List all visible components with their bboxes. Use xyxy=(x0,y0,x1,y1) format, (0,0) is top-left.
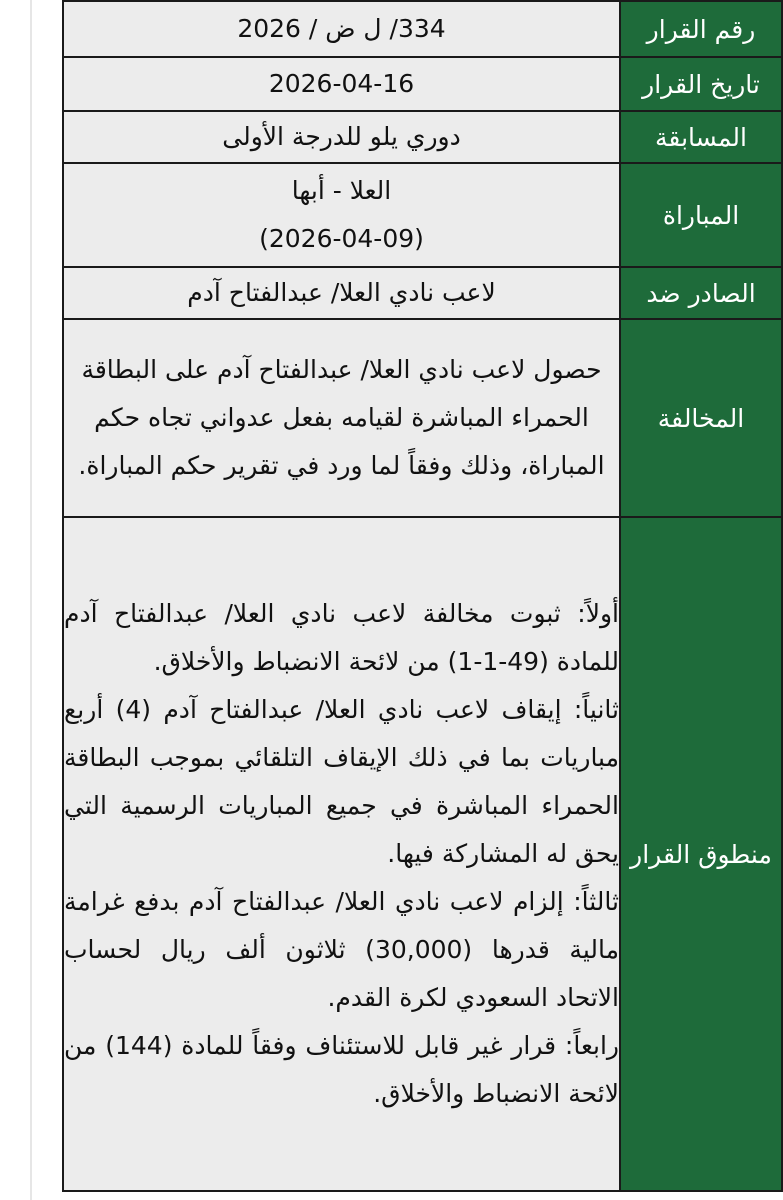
decision-table xyxy=(62,0,783,1192)
row-ruling xyxy=(63,517,782,1191)
label-match: المباراة xyxy=(620,163,782,267)
match-teams: العلا - أبها xyxy=(291,176,392,205)
margin-divider xyxy=(30,0,32,1200)
row-decision-number xyxy=(63,1,782,57)
label-competition: المسابقة xyxy=(620,111,782,163)
ruling-item-3: ثالثاً: إلزام لاعب نادي العلا/ عبدالفتاح آدم بدفع غرامة مالية قدرها (30,000) ثلاثون ألف ريال لحساب الاتحاد السعودي لكرة القدم. xyxy=(64,887,619,1012)
label-issued-against: الصادر ضد xyxy=(620,267,782,319)
value-ruling xyxy=(63,517,620,1191)
value-decision-date xyxy=(63,57,620,111)
match-date-text: (2026-04-09) xyxy=(259,224,424,253)
label-decision-date: تاريخ القرار xyxy=(620,57,782,111)
label-ruling: منطوق القرار xyxy=(620,517,782,1191)
row-competition xyxy=(63,111,782,163)
row-match xyxy=(63,163,782,267)
match-date xyxy=(64,215,619,263)
row-violation xyxy=(63,319,782,517)
decision-date-text: 2026-04-16 xyxy=(268,68,415,98)
row-issued-against xyxy=(63,267,782,319)
value-match xyxy=(63,163,620,267)
value-violation: حصول لاعب نادي العلا/ عبدالفتاح آدم على البطاقة الحمراء المباشرة لقيامه بفعل عدواني تجاه حكم المباراة، وذلك وفقاً لما ورد في تقرير حكم المباراة. xyxy=(63,319,620,517)
ruling-item-2: ثانياً: إيقاف لاعب نادي العلا/ عبدالفتاح آدم (4) أربع مباريات بما في ذلك الإيقاف التلقائي بموجب البطاقة الحمراء المباشرة في جميع المباريات الرسمية التي يحق له المشاركة فيها. xyxy=(64,695,620,868)
value-competition: دوري يلو للدرجة الأولى xyxy=(63,111,620,163)
ruling-item-4: رابعاً: قرار غير قابل للاستئناف وفقاً للمادة (144) من لائحة الانضباط والأخلاق. xyxy=(64,1031,619,1108)
ruling-item-1: أولاً: ثبوت مخالفة لاعب نادي العلا/ عبدالفتاح آدم للمادة (49-1-1) من لائحة الانضباط والأخلاق. xyxy=(64,599,619,676)
value-decision-number: 334/ ل ض / 2026 xyxy=(63,1,620,57)
row-decision-date xyxy=(63,57,782,111)
value-issued-against: لاعب نادي العلا/ عبدالفتاح آدم xyxy=(63,267,620,319)
label-decision-number: رقم القرار xyxy=(620,1,782,57)
label-violation: المخالفة xyxy=(620,319,782,517)
